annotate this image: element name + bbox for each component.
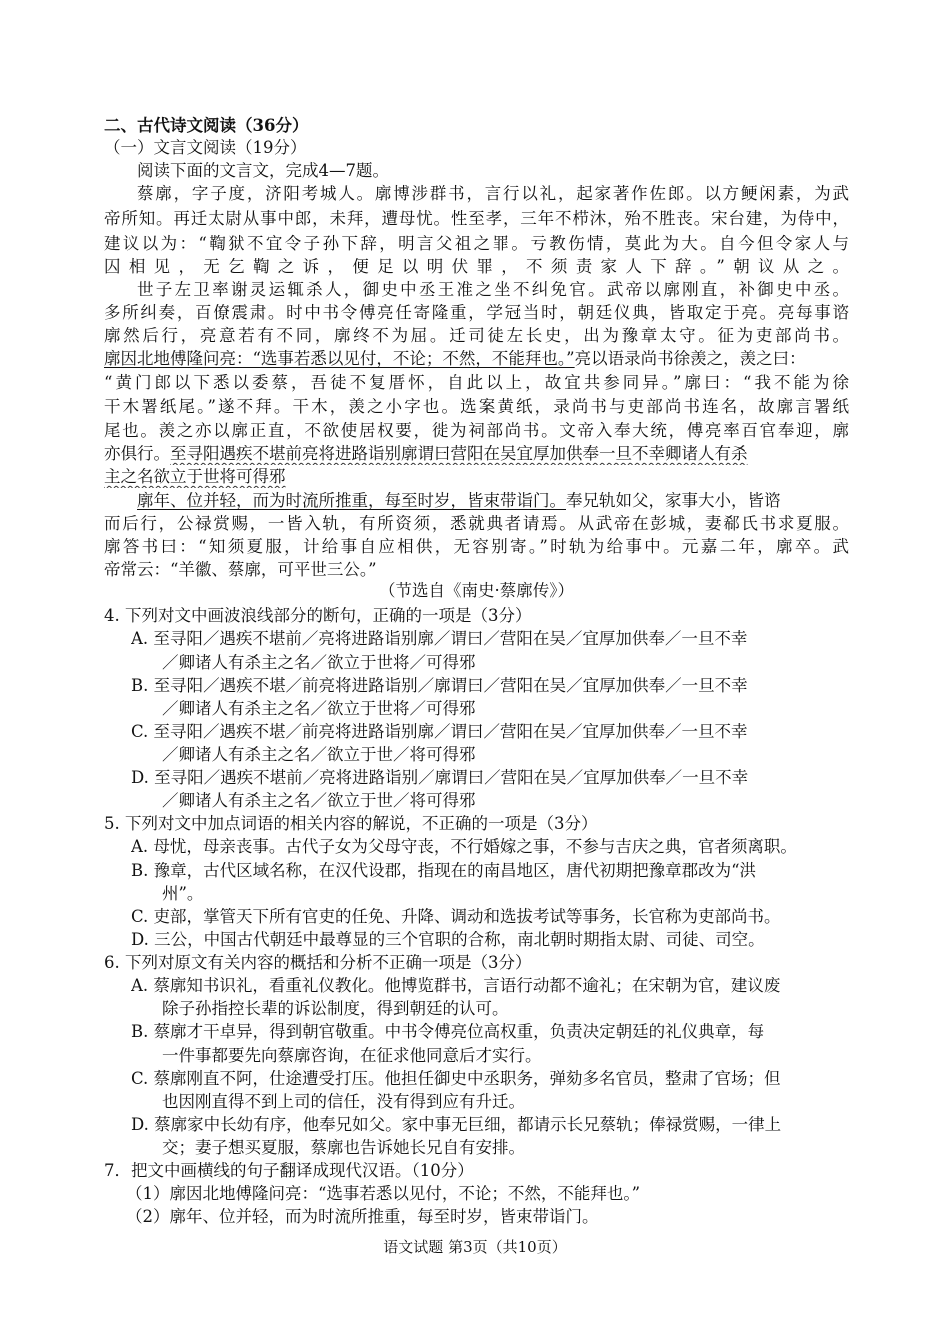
q5-stem: 5. 下列对文中加点词语的相关内容的解说，不正确的一项是（3分）: [104, 814, 598, 833]
passage-line: 廓答书曰：“知须夏服，计给事自应相供，无容别寄。”时轨为给事中。元嘉二年，廓卒。武: [104, 537, 849, 556]
passage-line: 廓然后行，亮意若有不同，廓终不为屈。迁司徒左长史，出为豫章太守。征为吏部尚书。: [104, 326, 849, 345]
passage-line: 干木署纸尾。”遂不拜。干木，羡之小字也。选案黄纸，录尚书与吏部尚书连名，故廓言署纸: [104, 397, 849, 416]
passage-line: [104, 466, 849, 488]
passage-line: 蔡廓，字子度，济阳考城人。廓博涉群书，言行以礼，起家著作佐郎。以方鲠闲素，为武: [137, 184, 849, 203]
passage-line: 尾也。羡之亦以廓正直，不欲使居权要，徙为祠部尚书。文帝入奉大统，傅亮率百官奉迎，廓: [104, 421, 849, 440]
q4-option-c-cont: ／卿诸人有杀主之名／欲立于世／将可得邪: [162, 745, 476, 764]
q5-option-b: B. 豫章，古代区域名称，在汉代设郡，指现在的南昌地区，唐代初期把豫章郡改为“洪: [131, 861, 757, 880]
passage-line: 而后行，公禄赏赐，一皆入轨，有所资须，悉就典者请焉。从武帝在彭城，妻郗氏书求夏服。: [104, 514, 849, 533]
q4-option-a: A. 至寻阳／遇疾不堪前／亮将进路诣别廓／谓曰／营阳在吴／宜厚加供奉／一旦不幸: [131, 629, 748, 648]
passage-line: 廓因北地傅隆问亮：“选事若悉以见付，不论；不然，不能拜也。”亮以语录尚书徐羡之，羡之曰：: [104, 349, 806, 368]
q4-option-d: D. 至寻阳／遇疾不堪前／亮将进路诣别／廓谓曰／营阳在吴／宜厚加供奉／一旦不幸: [131, 768, 749, 787]
wavy-sentence-end: 主之名欲立于世将可得邪: [104, 467, 286, 486]
q7-stem: 7．把文中画横线的句子翻译成现代汉语。（10分）: [104, 1161, 474, 1180]
passage-line: 亦俱行。至寻阳遇疾不堪前亮将进路诣别廓谓曰营阳在吴宜厚加供奉一旦不幸卿诸人有杀: [104, 444, 748, 463]
q4-option-a-cont: ／卿诸人有杀主之名／欲立于世将／可得邪: [162, 653, 476, 672]
passage-line: 帝常云：“羊徽、蔡廓，可平世三公。”: [104, 560, 377, 579]
q6-option-a-cont: 除子孙指控长辈的诉讼制度，得到朝廷的认可。: [162, 999, 509, 1018]
q4-option-d-cont: ／卿诸人有杀主之名／欲立于世／将可得邪: [162, 791, 476, 810]
q6-option-d: D. 蔡廓家中长幼有序，他奉兄如父。家中事无巨细，都请示长兄蔡轨；俸禄赏赐，一律上: [131, 1115, 782, 1134]
q6-option-c: C. 蔡廓刚直不阿，仕途遭受打压。他担任御史中丞职务，弹劾多名官员，整肃了官场；但: [131, 1069, 781, 1088]
underlined-sentence-2: 廓年、位并轻，而为时流所推重，每至时岁，皆束带诣门。: [137, 491, 566, 510]
passage-line: 廓年、位并轻，而为时流所推重，每至时岁，皆束带诣门。奉兄轨如父，家事大小，皆谘: [137, 491, 781, 510]
q5-option-c: C. 吏部，掌管天下所有官吏的任免、升降、调动和选拔考试等事务，长官称为吏部尚书。: [131, 907, 781, 926]
source-citation: （节选自《南史·蔡廓传》）: [379, 581, 574, 600]
q5-option-a: A. 母忧，母亲丧事。古代子女为父母守丧，不行婚嫁之事，不参与吉庆之典，官者须离职。: [131, 837, 797, 856]
passage-line: 帝所知。再迁太尉从事中郎，未拜，遭母忧。性至孝，三年不栉沐，殆不胜丧。宋台建，为侍中，: [104, 209, 849, 228]
q7-item-2: （2）廓年、位并轻，而为时流所推重，每至时岁，皆束带诣门。: [126, 1207, 599, 1226]
q5-option-b-cont: 州”。: [162, 884, 204, 903]
page-footer: 语文试题 第3页（共10页）: [383, 1238, 567, 1256]
passage-line: 多所纠奏，百僚震肃。时中书令傅亮任寄隆重，学冠当时，朝廷仪典，皆取定于亮。亮每事谘: [104, 303, 849, 322]
passage-line: 世子左卫率谢灵运辄杀人，御史中丞王准之坐不纠免官。武帝以廓刚直，补御史中丞。: [137, 280, 849, 299]
subsection-title: （一）文言文阅读（19分）: [104, 138, 307, 157]
q4-option-b-cont: ／卿诸人有杀主之名／欲立于世将／可得邪: [162, 699, 476, 718]
q6-option-a: A. 蔡廓知书识礼，看重礼仪教化。他博览群书，言语行动都不逾礼；在宋朝为官，建议废: [131, 976, 781, 995]
passage-line: 建议以为：“鞫狱不宜令子孙下辞，明言父祖之罪。亏教伤情，莫此为大。自今但令家人与: [104, 234, 849, 253]
q4-option-c: C. 至寻阳／遇疾不堪／前亮将进路诣别廓／谓曰／营阳在吴／宜厚加供奉／一旦不幸: [131, 722, 748, 741]
q4-stem: 4. 下列对文中画波浪线部分的断句，正确的一项是（3分）: [104, 606, 532, 625]
section-title: 二、古代诗文阅读（36分）: [104, 116, 309, 135]
instruction: 阅读下面的文言文，完成4—7题。: [137, 161, 389, 180]
passage-line: 囚相见，无乞鞫之诉，便足以明伏罪，不须责家人下辞。”朝议从之。: [104, 257, 849, 276]
q6-stem: 6. 下列对原文有关内容的概括和分析不正确一项是（3分）: [104, 953, 532, 972]
q6-option-c-cont: 也因刚直得不到上司的信任，没有得到应有升迁。: [162, 1092, 525, 1111]
passage-line: “黄门郎以下悉以委蔡，吾徒不复厝怀，自此以上，故宜共参同异。”廓曰：“我不能为徐: [104, 373, 849, 392]
q6-option-d-cont: 交；妻子想买夏服，蔡廓也告诉她长兄自有安排。: [162, 1138, 525, 1157]
q6-option-b: B. 蔡廓才干卓异，得到朝官敬重。中书令傅亮位高权重，负责决定朝廷的礼仪典章，每: [131, 1022, 765, 1041]
q7-item-1: （1）廓因北地傅隆问亮：“选事若悉以见付，不论；不然，不能拜也。”: [126, 1184, 641, 1203]
wavy-sentence: 至寻阳遇疾不堪前亮将进路诣别廓谓曰营阳在吴宜厚加供奉一旦不幸卿诸人有杀: [170, 444, 748, 463]
q6-option-b-cont: 一件事都要先向蔡廓咨询，在征求他同意后才实行。: [162, 1046, 542, 1065]
q5-option-d: D. 三公，中国古代朝廷中最尊显的三个官职的合称，南北朝时期指太尉、司徒、司空。: [131, 930, 765, 949]
underlined-sentence-1: 廓因北地傅隆问亮：“选事若悉以见付，不论；不然，不能拜也。”: [104, 349, 575, 368]
q4-option-b: B. 至寻阳／遇疾不堪／前亮将进路诣别／廓谓曰／营阳在吴／宜厚加供奉／一旦不幸: [131, 676, 748, 695]
